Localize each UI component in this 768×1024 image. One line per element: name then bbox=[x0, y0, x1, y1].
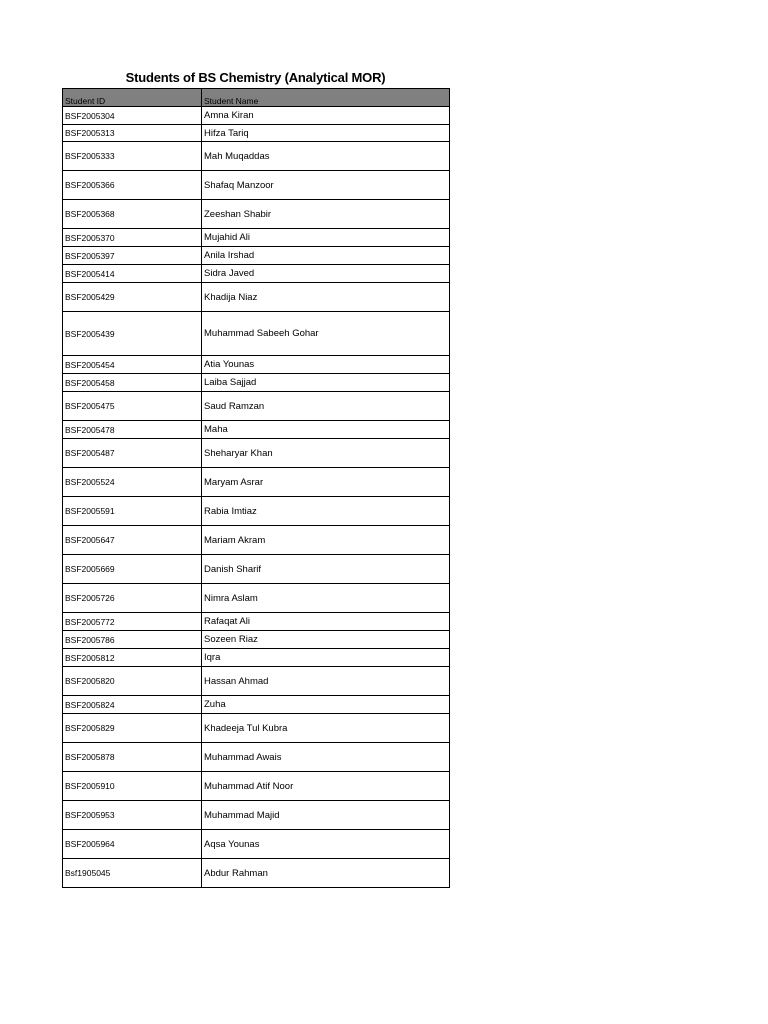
column-header-student-name: Student Name bbox=[202, 89, 450, 107]
table-row bbox=[63, 696, 450, 714]
student-name-cell: Muhammad Awais bbox=[202, 743, 450, 772]
table-row bbox=[63, 649, 450, 667]
table-row bbox=[63, 283, 450, 312]
student-name-cell: Maha bbox=[202, 421, 450, 439]
table-row bbox=[63, 526, 450, 555]
student-id-cell: BSF2005397 bbox=[63, 247, 202, 265]
student-name-cell: Saud Ramzan bbox=[202, 392, 450, 421]
table-row bbox=[63, 584, 450, 613]
student-id-cell: BSF2005726 bbox=[63, 584, 202, 613]
student-name-cell: Khadeeja Tul Kubra bbox=[202, 714, 450, 743]
student-name-cell: Hifza Tariq bbox=[202, 125, 450, 142]
table-row bbox=[63, 247, 450, 265]
table-row bbox=[63, 312, 450, 356]
student-id-cell: BSF2005669 bbox=[63, 555, 202, 584]
student-name-cell: Sidra Javed bbox=[202, 265, 450, 283]
table-row bbox=[63, 171, 450, 200]
student-name-cell: Khadija Niaz bbox=[202, 283, 450, 312]
student-name-cell: Anila Irshad bbox=[202, 247, 450, 265]
student-name-cell: Mujahid Ali bbox=[202, 229, 450, 247]
student-name-cell: Rabia Imtiaz bbox=[202, 497, 450, 526]
student-name-cell: Atia Younas bbox=[202, 356, 450, 374]
student-name-cell: Nimra Aslam bbox=[202, 584, 450, 613]
column-header-student-id: Student ID bbox=[63, 89, 202, 107]
student-name-cell: Shafaq Manzoor bbox=[202, 171, 450, 200]
table-row bbox=[63, 830, 450, 859]
table-row bbox=[63, 356, 450, 374]
student-id-cell: Bsf1905045 bbox=[63, 859, 202, 888]
student-id-cell: BSF2005829 bbox=[63, 714, 202, 743]
student-name-cell: Mah Muqaddas bbox=[202, 142, 450, 171]
table-row bbox=[63, 743, 450, 772]
student-name-cell: Hassan Ahmad bbox=[202, 667, 450, 696]
student-id-cell: BSF2005429 bbox=[63, 283, 202, 312]
student-id-cell: BSF2005370 bbox=[63, 229, 202, 247]
student-id-cell: BSF2005524 bbox=[63, 468, 202, 497]
student-name-cell: Sheharyar Khan bbox=[202, 439, 450, 468]
student-id-cell: BSF2005368 bbox=[63, 200, 202, 229]
table-row bbox=[63, 107, 450, 125]
student-id-cell: BSF2005313 bbox=[63, 125, 202, 142]
student-id-cell: BSF2005647 bbox=[63, 526, 202, 555]
table-row bbox=[63, 555, 450, 584]
student-id-cell: BSF2005824 bbox=[63, 696, 202, 714]
table-row bbox=[63, 859, 450, 888]
table-row bbox=[63, 265, 450, 283]
student-name-cell: Laiba Sajjad bbox=[202, 374, 450, 392]
student-id-cell: BSF2005910 bbox=[63, 772, 202, 801]
table-row bbox=[63, 631, 450, 649]
table-row bbox=[63, 801, 450, 830]
table-row bbox=[63, 392, 450, 421]
sheet-title: Students of BS Chemistry (Analytical MOR) bbox=[125, 70, 386, 85]
student-id-cell: BSF2005414 bbox=[63, 265, 202, 283]
student-table bbox=[62, 88, 450, 888]
table-row bbox=[63, 714, 450, 743]
student-id-cell: BSF2005475 bbox=[63, 392, 202, 421]
table-row bbox=[63, 468, 450, 497]
student-id-cell: BSF2005478 bbox=[63, 421, 202, 439]
student-sheet bbox=[62, 68, 449, 888]
student-name-cell: Muhammad Atif Noor bbox=[202, 772, 450, 801]
student-name-cell: Sozeen Riaz bbox=[202, 631, 450, 649]
student-name-cell: Muhammad Majid bbox=[202, 801, 450, 830]
table-row bbox=[63, 125, 450, 142]
table-row bbox=[63, 497, 450, 526]
student-id-cell: BSF2005458 bbox=[63, 374, 202, 392]
student-id-cell: BSF2005772 bbox=[63, 613, 202, 631]
table-row bbox=[63, 772, 450, 801]
student-id-cell: BSF2005487 bbox=[63, 439, 202, 468]
student-name-cell: Mariam Akram bbox=[202, 526, 450, 555]
table-row bbox=[63, 439, 450, 468]
student-name-cell: Danish Sharif bbox=[202, 555, 450, 584]
student-name-cell: Abdur Rahman bbox=[202, 859, 450, 888]
student-name-cell: Zeeshan Shabir bbox=[202, 200, 450, 229]
table-row bbox=[63, 229, 450, 247]
table-row bbox=[63, 421, 450, 439]
table-row bbox=[63, 374, 450, 392]
table-header-row bbox=[63, 89, 450, 107]
table-row bbox=[63, 613, 450, 631]
student-name-cell: Maryam Asrar bbox=[202, 468, 450, 497]
student-id-cell: BSF2005812 bbox=[63, 649, 202, 667]
student-id-cell: BSF2005953 bbox=[63, 801, 202, 830]
student-id-cell: BSF2005366 bbox=[63, 171, 202, 200]
student-id-cell: BSF2005591 bbox=[63, 497, 202, 526]
student-id-cell: BSF2005333 bbox=[63, 142, 202, 171]
student-name-cell: Muhammad Sabeeh Gohar bbox=[202, 312, 450, 356]
student-name-cell: Zuha bbox=[202, 696, 450, 714]
student-id-cell: BSF2005878 bbox=[63, 743, 202, 772]
student-name-cell: Aqsa Younas bbox=[202, 830, 450, 859]
table-row bbox=[63, 200, 450, 229]
table-row bbox=[63, 667, 450, 696]
student-name-cell: Iqra bbox=[202, 649, 450, 667]
student-name-cell: Amna Kiran bbox=[202, 107, 450, 125]
student-id-cell: BSF2005820 bbox=[63, 667, 202, 696]
student-id-cell: BSF2005304 bbox=[63, 107, 202, 125]
student-id-cell: BSF2005439 bbox=[63, 312, 202, 356]
student-id-cell: BSF2005454 bbox=[63, 356, 202, 374]
student-id-cell: BSF2005964 bbox=[63, 830, 202, 859]
table-row bbox=[63, 142, 450, 171]
student-name-cell: Rafaqat Ali bbox=[202, 613, 450, 631]
student-id-cell: BSF2005786 bbox=[63, 631, 202, 649]
